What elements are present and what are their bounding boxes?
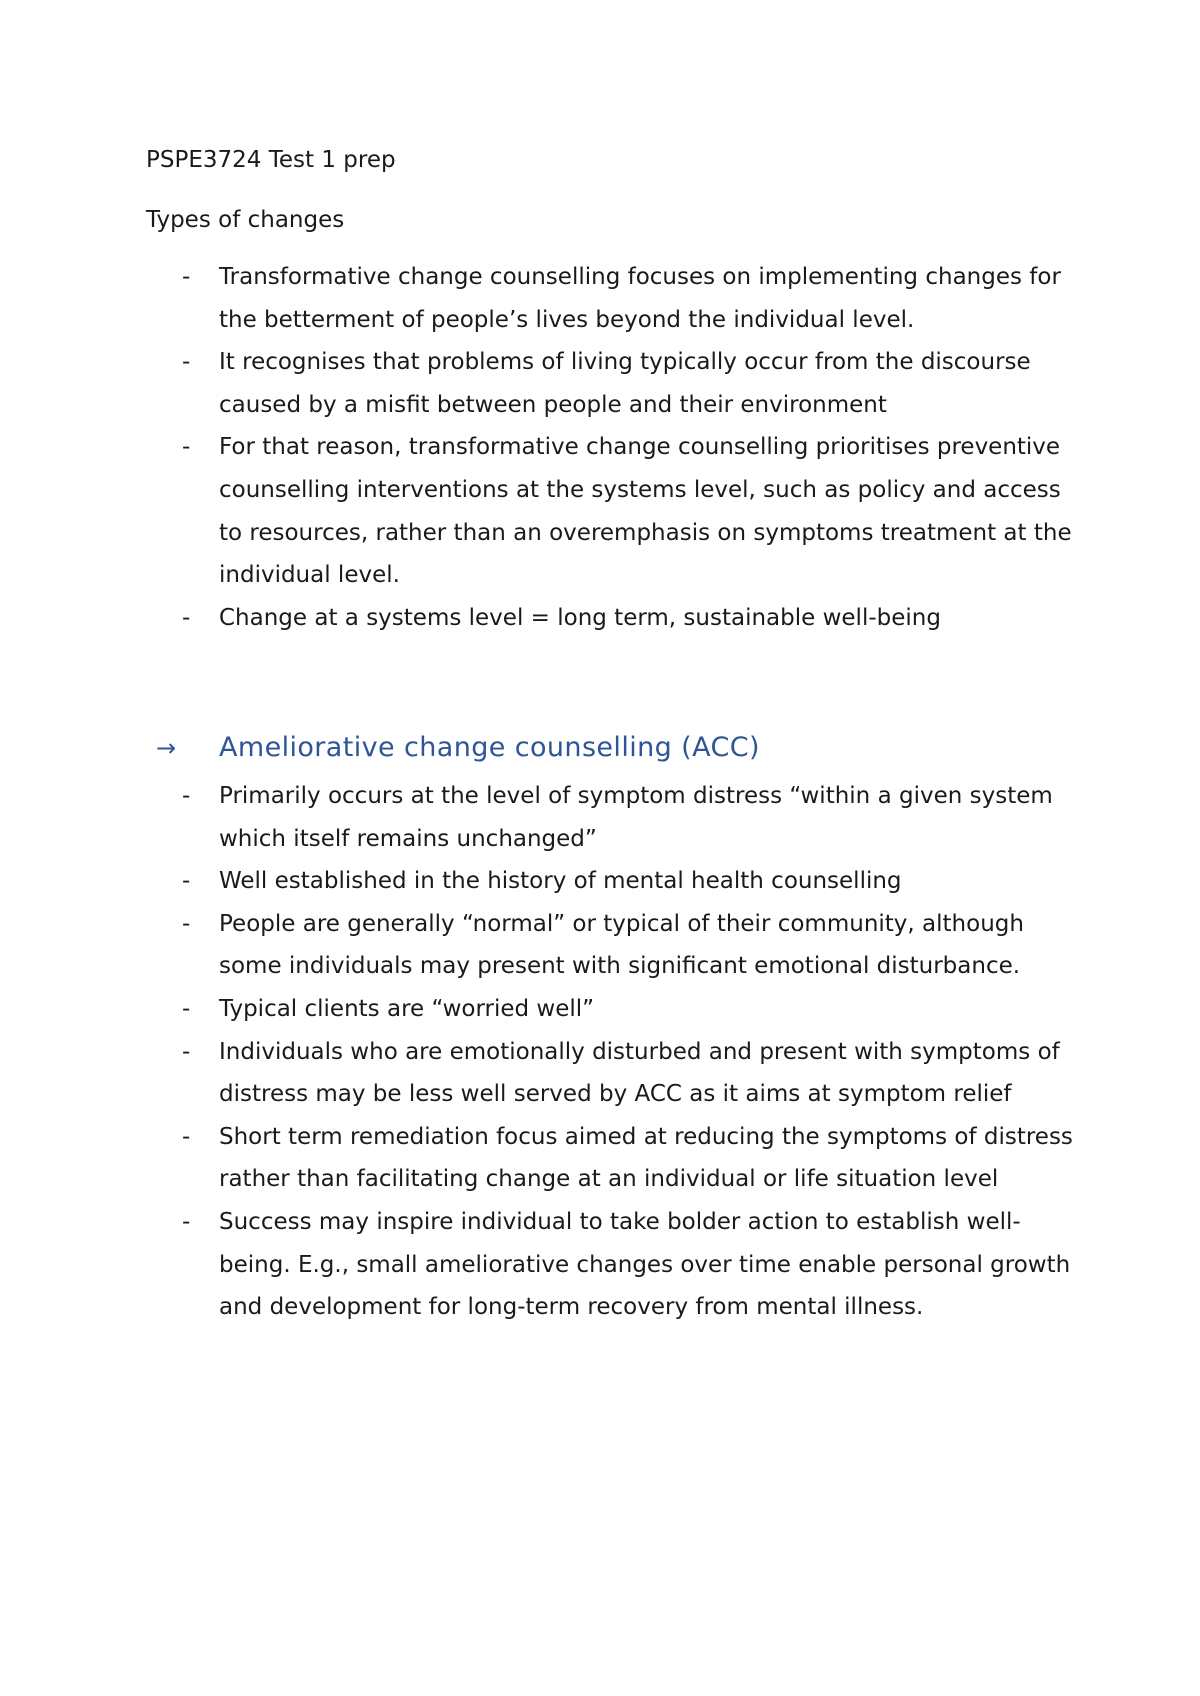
bullet-dash: -	[182, 868, 191, 895]
list-item	[146, 1116, 1086, 1201]
list-item-text: Typical clients are “worried well”	[219, 995, 595, 1022]
list-item	[146, 341, 1086, 426]
acc-heading-text: Ameliorative change counselling (ACC)	[219, 732, 760, 763]
bullet-dash: -	[182, 995, 191, 1022]
list-item	[146, 1031, 1086, 1116]
list-item	[146, 775, 1086, 860]
list-item	[146, 860, 1086, 903]
acc-list	[146, 775, 1086, 1329]
list-item-text: Success may inspire individual to take bolder action to establish well-being. E.g., small ameliorative changes over time enable personal growth and development for long-term recovery from mental illness.	[219, 1208, 1071, 1321]
list-item	[146, 256, 1086, 341]
list-item	[146, 597, 1086, 640]
document-title: PSPE3724 Test 1 prep	[146, 147, 396, 173]
bullet-dash: -	[182, 349, 191, 376]
transformative-change-list	[146, 256, 1086, 639]
list-item-text: People are generally “normal” or typical of their community, although some individuals may present with significant emotional disturbance.	[219, 910, 1024, 980]
list-item-text: Individuals who are emotionally disturbed and present with symptoms of distress may be less well served by ACC as it aims at symptom relief	[219, 1038, 1060, 1108]
bullet-dash: -	[182, 1208, 191, 1235]
list-item-text: Well established in the history of mental health counselling	[219, 868, 902, 895]
section-heading-types-of-changes: Types of changes	[146, 207, 345, 233]
list-item-text: Primarily occurs at the level of symptom distress “within a given system which itself remains unchanged”	[219, 783, 1053, 852]
list-item-text: Transformative change counselling focuses on implementing changes for the betterment of people’s lives beyond the individual level.	[219, 264, 1061, 333]
bullet-dash: -	[182, 604, 191, 631]
bullet-dash: -	[182, 1038, 191, 1065]
list-item-text: It recognises that problems of living typically occur from the discourse caused by a misfit between people and their environment	[219, 349, 1031, 418]
list-item	[146, 426, 1086, 596]
list-item-text: Short term remediation focus aimed at reducing the symptoms of distress rather than facilitating change at an individual or life situation level	[219, 1123, 1073, 1193]
list-item	[146, 903, 1086, 988]
list-item	[146, 1201, 1086, 1329]
bullet-dash: -	[182, 264, 191, 290]
list-item-text: Change at a systems level = long term, sustainable well-being	[219, 604, 941, 631]
list-item	[146, 988, 1086, 1031]
bullet-dash: -	[182, 1123, 191, 1150]
arrow-right-icon: →	[156, 734, 177, 762]
acc-heading	[146, 726, 1086, 770]
bullet-dash: -	[182, 434, 191, 461]
bullet-dash: -	[182, 910, 191, 937]
list-item-text: For that reason, transformative change counselling prioritises preventive counselling interventions at the systems level, such as policy and access to resources, rather than an overemphasis on symptoms treatment at the individual level.	[219, 434, 1072, 589]
bullet-dash: -	[182, 783, 191, 809]
